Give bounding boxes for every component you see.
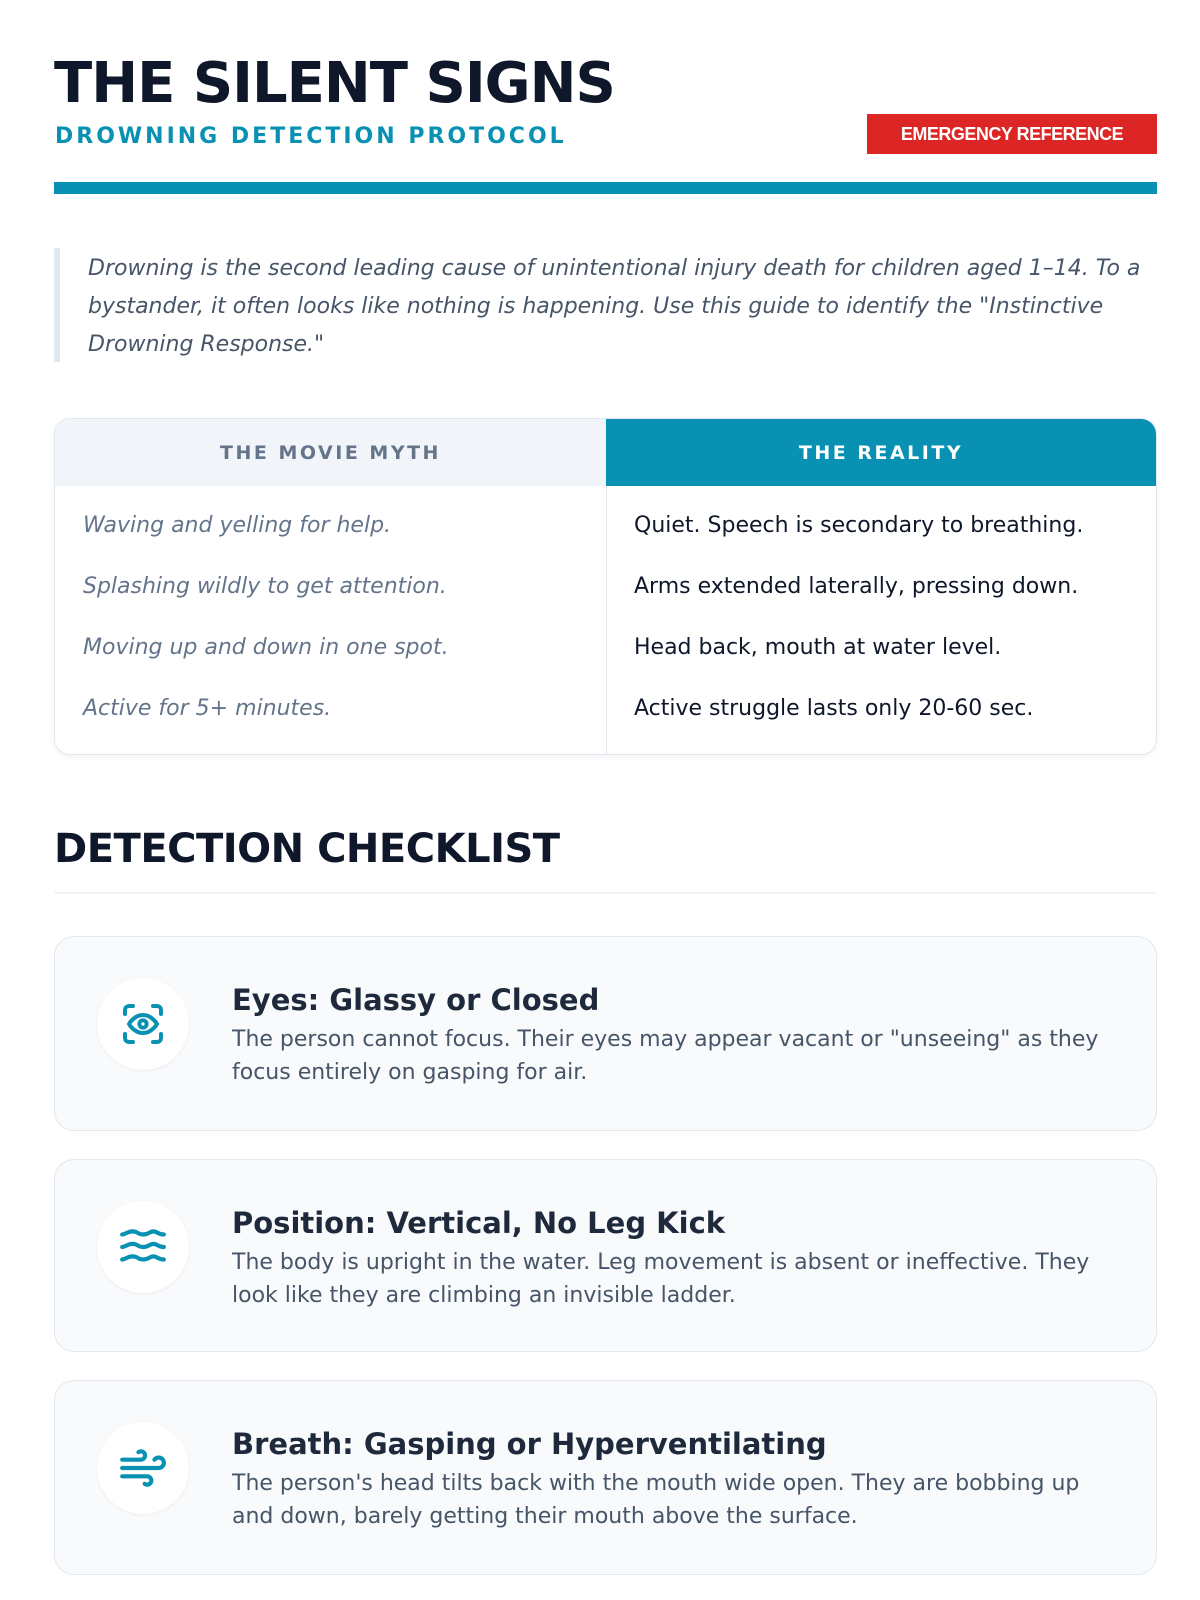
checklist-card-title: Breath: Gasping or Hyperventilating bbox=[232, 1427, 827, 1461]
wind-icon bbox=[97, 1422, 189, 1514]
reality-item: Head back, mouth at water level. bbox=[634, 635, 1002, 660]
checklist-title: DETECTION CHECKLIST bbox=[54, 826, 560, 872]
reality-item: Arms extended laterally, pressing down. bbox=[634, 574, 1079, 599]
page-subtitle: DROWNING DETECTION PROTOCOL bbox=[55, 124, 567, 149]
myth-item: Active for 5+ minutes. bbox=[83, 696, 332, 721]
checklist-card-text: The person cannot focus. Their eyes may appear vacant or "unseeing" as they focus entirely on gasping for air. bbox=[232, 1027, 1099, 1085]
myth-item: Moving up and down in one spot. bbox=[83, 635, 449, 660]
myth-item: Splashing wildly to get attention. bbox=[83, 574, 447, 599]
checklist-card-text: The body is upright in the water. Leg movement is absent or ineffective. They look like they are climbing an invisible ladder. bbox=[232, 1250, 1090, 1308]
header-divider bbox=[54, 182, 1157, 194]
checklist-card-title: Eyes: Glassy or Closed bbox=[232, 983, 600, 1017]
reality-header: THE REALITY bbox=[606, 419, 1156, 486]
waves-icon bbox=[97, 1201, 189, 1293]
myth-header: THE MOVIE MYTH bbox=[55, 419, 606, 486]
checklist-card-position bbox=[54, 1159, 1157, 1352]
checklist-card-title: Position: Vertical, No Leg Kick bbox=[232, 1206, 726, 1240]
emergency-badge: EMERGENCY REFERENCE bbox=[867, 114, 1157, 154]
page-title: THE SILENT SIGNS bbox=[54, 51, 615, 116]
checklist-divider bbox=[54, 892, 1157, 894]
myth-item: Waving and yelling for help. bbox=[83, 513, 392, 538]
myth-reality-table bbox=[54, 418, 1157, 755]
checklist-card-breath bbox=[54, 1380, 1157, 1575]
reality-item: Active struggle lasts only 20-60 sec. bbox=[634, 696, 1034, 721]
checklist-card-text: The person's head tilts back with the mouth wide open. They are bobbing up and down, barely getting their mouth above the surface. bbox=[232, 1471, 1080, 1529]
intro-quote: Drowning is the second leading cause of unintentional injury death for children aged 1–14. To a bystander, it often looks like nothing is happening. Use this guide to identify the "Instinctive Drowning Response." bbox=[54, 248, 1157, 362]
reality-item: Quiet. Speech is secondary to breathing. bbox=[634, 513, 1084, 538]
myth-column bbox=[55, 419, 607, 754]
reality-column bbox=[606, 419, 1156, 754]
eye-scan-icon bbox=[97, 978, 189, 1070]
checklist-card-eyes bbox=[54, 936, 1157, 1131]
